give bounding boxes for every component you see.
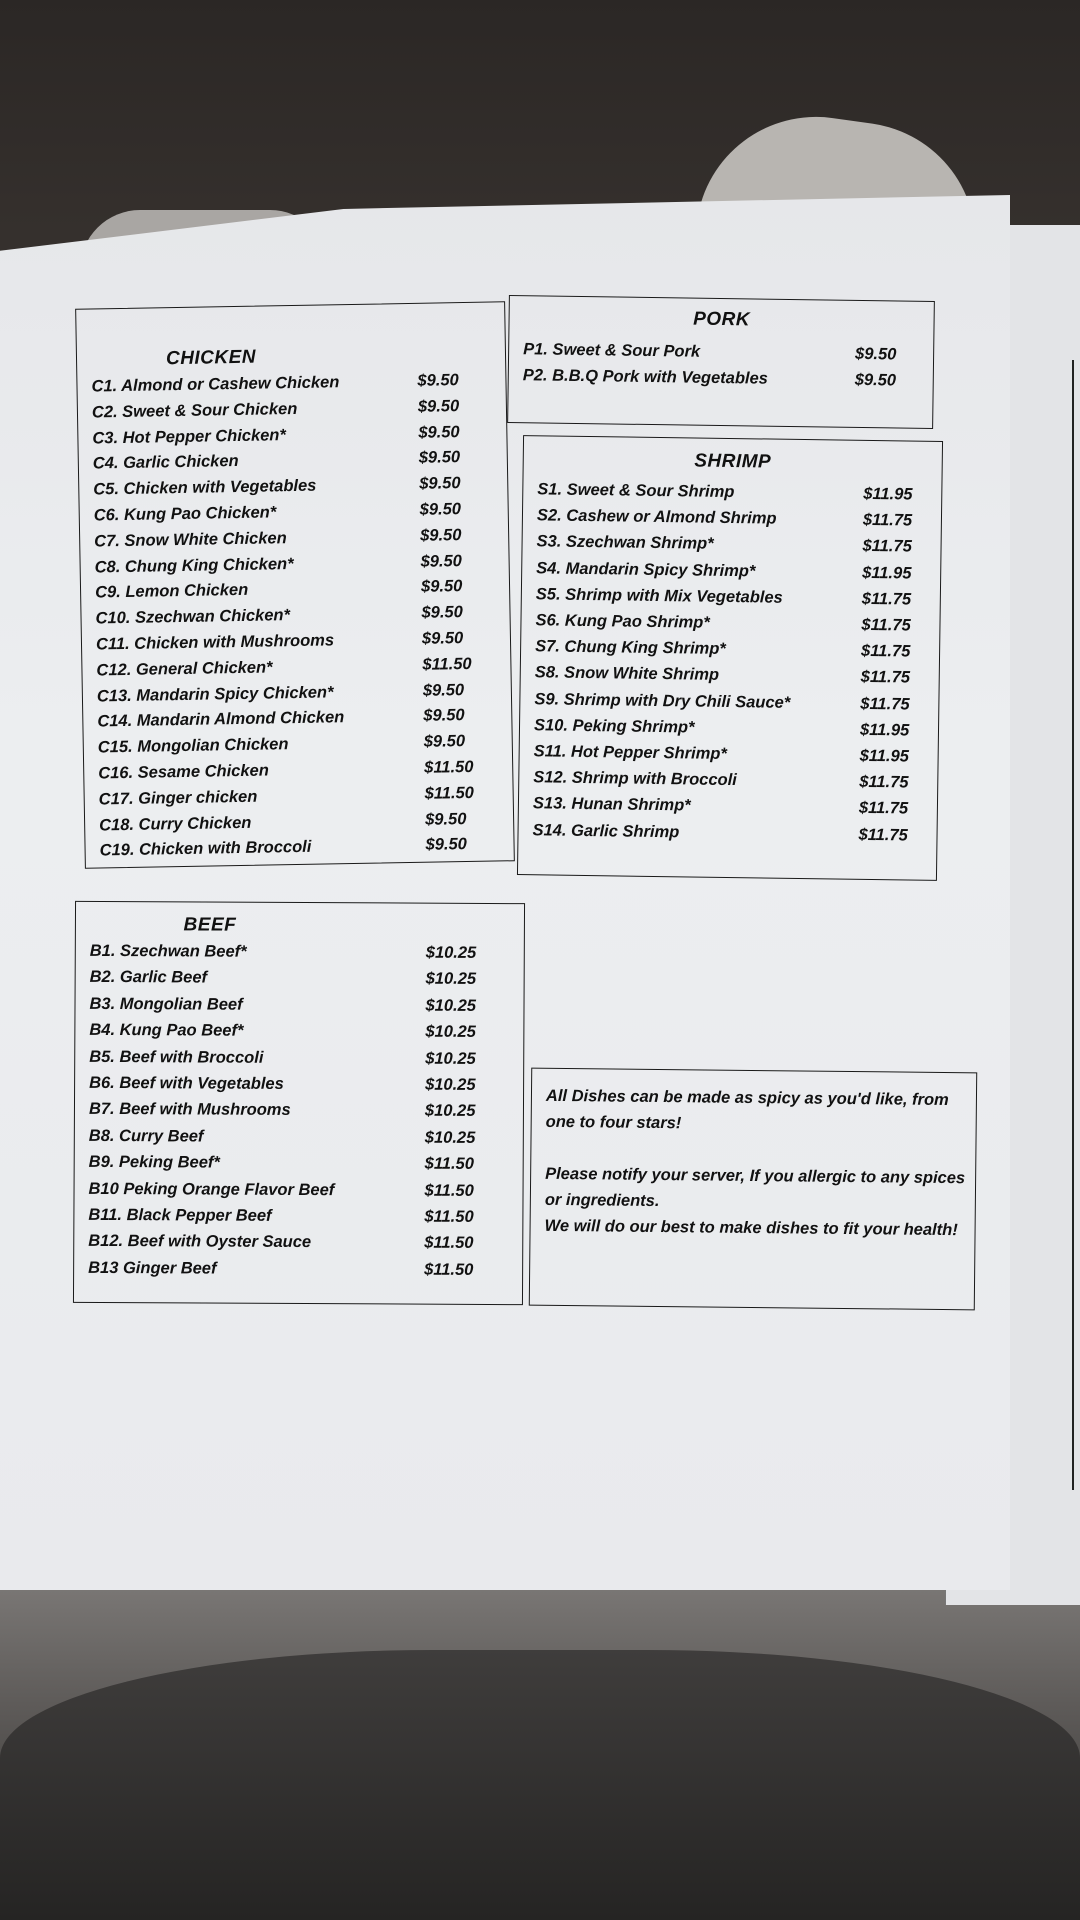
shrimp-item-label: S9. Shrimp with Dry Chili Sauce* — [534, 689, 791, 712]
chicken-item-price: $9.50 — [420, 551, 463, 571]
shrimp-item-price: $11.95 — [859, 746, 910, 766]
shrimp-item-price: $11.75 — [860, 694, 910, 714]
beef-item-label: B1. Szechwan Beef* — [89, 941, 247, 961]
chicken-item-label: C5. Chicken with Vegetables — [93, 476, 317, 499]
chicken-item-price: $11.50 — [422, 654, 472, 674]
chicken-item-price: $9.50 — [419, 500, 462, 519]
chicken-item-price: $9.50 — [424, 809, 467, 829]
chicken-item-label: C1. Almond or Cashew Chicken — [91, 373, 340, 396]
chicken-item-price: $9.50 — [421, 603, 463, 622]
note-spicy: All Dishes can be made as spicy as you'd like, from one to four stars! — [545, 1086, 949, 1133]
shrimp-item-label: S1. Sweet & Sour Shrimp — [537, 480, 735, 502]
beef-item-price: $10.25 — [425, 1075, 476, 1094]
shrimp-item-label: S10. Peking Shrimp* — [533, 716, 695, 737]
beef-item-price: $10.25 — [424, 1102, 476, 1121]
shrimp-item-label: S7. Chung King Shrimp* — [535, 637, 726, 659]
chicken-item-price: $9.50 — [419, 474, 461, 494]
shrimp-item-label: S12. Shrimp with Broccoli — [533, 768, 737, 790]
shrimp-item-label: S11. Hot Pepper Shrimp* — [533, 742, 727, 763]
chicken-item-label: C15. Mongolian Chicken — [97, 735, 289, 757]
chicken-item-price: $9.50 — [419, 525, 462, 545]
beef-item-label: B10 Peking Orange Flavor Beef — [88, 1179, 335, 1199]
chicken-title: CHICKEN — [165, 346, 257, 370]
shrimp-item-price: $11.95 — [859, 720, 910, 740]
beef-item-label: B12. Beef with Oyster Sauce — [88, 1232, 312, 1252]
beef-item-price: $10.25 — [425, 1049, 476, 1068]
chicken-item-price: $9.50 — [418, 422, 460, 442]
chicken-item-label: C16. Sesame Chicken — [98, 761, 269, 783]
chicken-item-label: C6. Kung Pao Chicken* — [93, 503, 277, 525]
beef-item-label: B2. Garlic Beef — [89, 968, 208, 987]
chicken-section — [75, 301, 515, 868]
beef-item-price: $11.50 — [424, 1181, 474, 1200]
pork-title: PORK — [692, 308, 751, 331]
chicken-item-label: C17. Ginger chicken — [98, 787, 258, 809]
shrimp-item-label: S6. Kung Pao Shrimp* — [535, 611, 710, 632]
chicken-item-label: C3. Hot Pepper Chicken* — [92, 425, 287, 448]
chicken-item-label: C11. Chicken with Mushrooms — [95, 631, 335, 654]
chicken-item-price: $9.50 — [425, 835, 468, 855]
beef-item-price: $11.50 — [424, 1260, 474, 1279]
chicken-item-label: C8. Chung King Chicken* — [94, 554, 294, 577]
chicken-item-price: $9.50 — [421, 629, 464, 648]
beef-item-label: B7. Beef with Mushrooms — [88, 1100, 291, 1120]
shrimp-item-price: $11.75 — [859, 773, 909, 792]
shrimp-item-price: $11.75 — [858, 825, 908, 845]
chicken-item-price: $11.50 — [424, 783, 475, 803]
chicken-item-price: $9.50 — [417, 396, 460, 416]
chicken-item-price: $9.50 — [420, 577, 463, 597]
chicken-item-label: C2. Sweet & Sour Chicken — [91, 399, 298, 422]
shrimp-item-price: $11.75 — [862, 537, 912, 556]
chicken-item-label: C4. Garlic Chicken — [92, 452, 239, 473]
shrimp-item-price: $11.95 — [863, 484, 913, 504]
shrimp-item-label: S8. Snow White Shrimp — [534, 663, 720, 685]
shrimp-item-label: S14. Garlic Shrimp — [532, 820, 680, 841]
shrimp-item-label: S13. Hunan Shrimp* — [532, 794, 691, 815]
chicken-item-price: $9.50 — [423, 706, 465, 726]
chicken-item-label: C12. General Chicken* — [96, 658, 273, 680]
beef-item-label: B13 Ginger Beef — [88, 1258, 217, 1278]
chicken-item-label: C18. Curry Chicken — [99, 813, 252, 835]
beef-item-label: B4. Kung Pao Beef* — [89, 1021, 244, 1040]
shrimp-item-label: S4. Mandarin Spicy Shrimp* — [536, 558, 756, 580]
pork-item-label: P1. Sweet & Sour Pork — [523, 340, 701, 361]
beef-item-label: B9. Peking Beef* — [88, 1153, 220, 1172]
shrimp-section — [517, 435, 943, 881]
chicken-item-price: $9.50 — [422, 680, 465, 700]
pork-item-price: $9.50 — [855, 344, 897, 364]
note-health: We will do our best to make dishes to fit your health! — [544, 1216, 958, 1240]
beef-item-price: $10.25 — [425, 970, 477, 989]
pork-section — [507, 295, 935, 429]
beef-item-label: B5. Beef with Broccoli — [89, 1047, 264, 1067]
shrimp-item-price: $11.75 — [861, 589, 912, 609]
pork-item-label: P2. B.B.Q Pork with Vegetables — [522, 366, 769, 388]
chicken-item-label: C10. Szechwan Chicken* — [95, 606, 291, 628]
beef-item-price: $10.25 — [424, 1128, 476, 1147]
notes-section — [529, 1068, 977, 1311]
beef-item-price: $11.50 — [424, 1234, 474, 1253]
shrimp-item-price: $11.75 — [862, 511, 913, 530]
chicken-item-price: $11.50 — [424, 757, 474, 777]
beef-item-price: $10.25 — [425, 943, 477, 962]
beef-item-price: $11.50 — [424, 1207, 474, 1226]
shrimp-item-price: $11.75 — [860, 642, 911, 661]
shrimp-item-price: $11.75 — [858, 799, 909, 818]
chicken-item-price: $9.50 — [418, 448, 461, 468]
shrimp-item-label: S2. Cashew or Almond Shrimp — [536, 506, 777, 528]
shrimp-item-label: S5. Shrimp with Mix Vegetables — [535, 585, 783, 607]
shrimp-item-price: $11.75 — [861, 615, 911, 635]
beef-item-label: B11. Black Pepper Beef — [88, 1205, 272, 1225]
beef-item-price: $10.25 — [425, 1022, 476, 1042]
shrimp-title: SHRIMP — [694, 450, 772, 473]
note-allergy: Please notify your server, If you allergic to any spices or ingredients. — [544, 1164, 966, 1211]
chicken-item-label: C7. Snow White Chicken — [94, 528, 287, 551]
next-page-border — [1072, 360, 1074, 1490]
beef-title: BEEF — [183, 914, 237, 936]
chicken-item-label: C19. Chicken with Broccoli — [99, 838, 312, 860]
lap-shadow — [0, 1650, 1080, 1920]
chicken-item-price: $9.50 — [423, 732, 466, 751]
shrimp-item-price: $11.75 — [860, 668, 911, 687]
chicken-item-label: C14. Mandarin Almond Chicken — [97, 708, 345, 731]
chicken-item-label: C9. Lemon Chicken — [94, 581, 249, 602]
beef-item-label: B6. Beef with Vegetables — [89, 1073, 284, 1093]
chicken-item-label: C13. Mandarin Spicy Chicken* — [96, 682, 334, 706]
beef-item-price: $11.50 — [424, 1154, 474, 1174]
chicken-item-price: $9.50 — [417, 371, 459, 390]
shrimp-item-label: S3. Szechwan Shrimp* — [536, 532, 714, 554]
beef-section — [73, 901, 525, 1305]
pork-item-price: $9.50 — [854, 370, 897, 390]
beef-item-label: B8. Curry Beef — [88, 1126, 204, 1146]
shrimp-item-price: $11.95 — [862, 563, 912, 583]
beef-item-price: $10.25 — [425, 996, 477, 1015]
beef-item-label: B3. Mongolian Beef — [89, 994, 243, 1014]
